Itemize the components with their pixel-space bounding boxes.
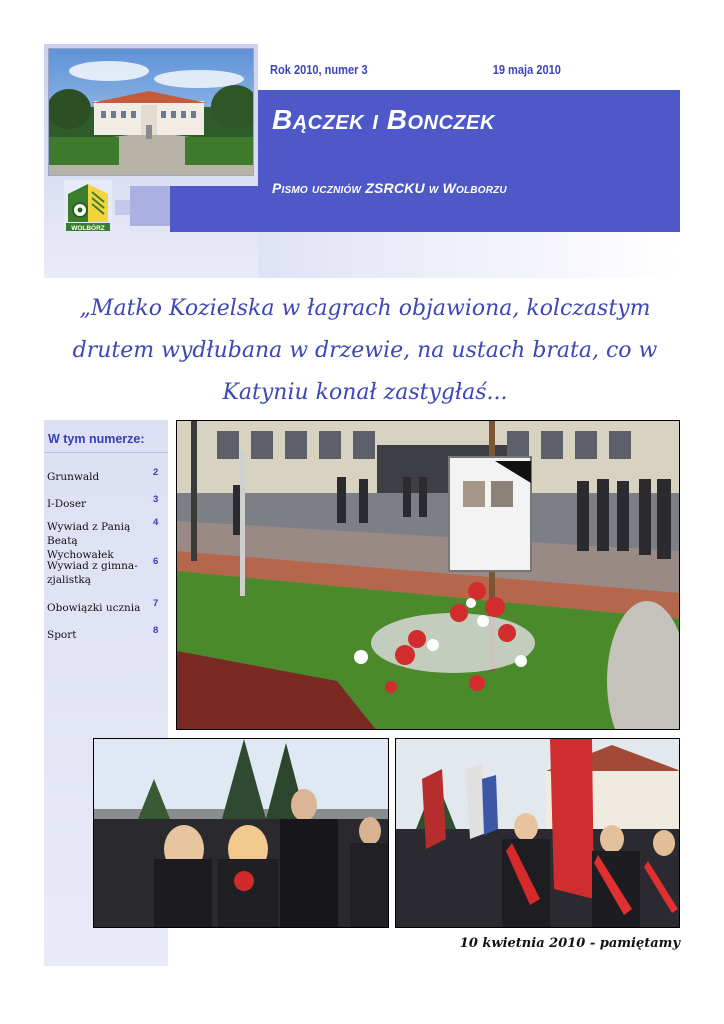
toc-item-label: Wywiad z gimna-zjalistką bbox=[47, 560, 138, 586]
toc-item-page: 3 bbox=[153, 494, 159, 505]
toc-item[interactable] bbox=[47, 556, 165, 587]
toc-item-label: Obowiązki ucznia bbox=[47, 602, 141, 614]
header-fade-strip bbox=[258, 232, 680, 278]
students-photo bbox=[93, 738, 389, 928]
toc-item-label: Grunwald bbox=[47, 471, 100, 483]
flag-bearers-photo bbox=[395, 738, 680, 928]
issue-number: Rok 2010, numer 3 bbox=[270, 62, 368, 77]
opening-quote: „Matko Kozielska w łagrach objawiona, kolczastym drutem wydłubana w drzewie, na ustach brata, co w Katyniu konał zastygłaś... bbox=[72, 296, 658, 405]
toc-item[interactable] bbox=[47, 598, 165, 615]
toc-item-page: 8 bbox=[153, 625, 159, 636]
toc-item-label: Wywiad z Panią Beatą Wychowałek bbox=[47, 521, 131, 561]
toc-item-page: 2 bbox=[153, 467, 159, 478]
newspaper-subtitle: Pismo uczniów ZSRCKU w Wolborzu bbox=[272, 180, 507, 196]
issue-info bbox=[270, 62, 610, 80]
toc-title: W tym numerze: bbox=[48, 432, 145, 446]
school-building-photo bbox=[48, 48, 254, 176]
toc-item[interactable] bbox=[47, 517, 165, 562]
school-logo bbox=[64, 180, 112, 232]
svg-text:WOLBÓRZ: WOLBÓRZ bbox=[71, 225, 105, 232]
toc-divider bbox=[44, 452, 168, 453]
toc-item-page: 6 bbox=[153, 556, 159, 567]
issue-date: 19 maja 2010 bbox=[492, 62, 561, 77]
memorial-photo bbox=[176, 420, 680, 730]
toc-item-label: I-Doser bbox=[47, 498, 87, 510]
photo-caption: 10 kwietnia 2010 - pamiętamy bbox=[459, 936, 680, 951]
toc-item[interactable] bbox=[47, 467, 165, 484]
newspaper-title: Bączek i Bonczek bbox=[272, 104, 495, 135]
toc-item-label: Sport bbox=[47, 629, 77, 641]
toc-item[interactable] bbox=[47, 625, 165, 642]
toc-item-page: 4 bbox=[153, 517, 159, 528]
toc-item[interactable] bbox=[47, 494, 165, 511]
toc-item-page: 7 bbox=[153, 598, 159, 609]
